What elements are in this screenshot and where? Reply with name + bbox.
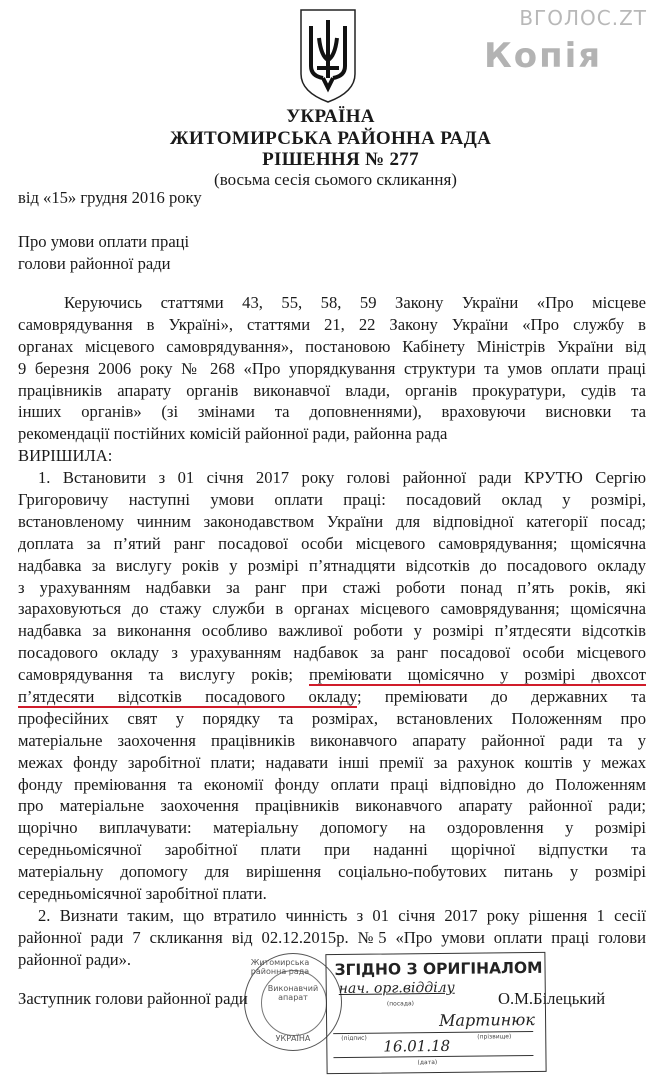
decision-date: від «15» грудня 2016 року — [18, 188, 202, 207]
highlighted-phrase: преміювати щомісячно у розмірі двохсот — [309, 665, 646, 685]
body-line: доплата за п’ятий ранг посадової особи місцевого самоврядування; щомісячна — [18, 533, 646, 553]
stamp-title: ЗГІДНО З ОРИГІНАЛОМ — [334, 958, 543, 980]
body-line: працівників апарату органів виконавчої влади, органів прокуратури, судів та — [18, 380, 646, 400]
body-line: надбавка за виконання особливо важливої роботи у розмірі п’ятдесяти відсотків — [18, 621, 646, 641]
body-line: середньомісячної заробітної плати при наданні щорічної відпустки та — [18, 840, 646, 860]
stamp-surname-caption: (прізвище) — [477, 1033, 512, 1041]
body-line: 2. Визнати таким, що втратило чинність з 01 січня 2017 року рішення 1 сесії — [38, 905, 646, 925]
signatory-position: Заступник голови районної ради — [18, 989, 248, 1008]
body-line: рекомендації постійних комісій районної ради, районна рада — [18, 424, 448, 444]
certified-copy-stamp — [325, 952, 546, 1074]
highlighted-phrase: п’ятдесяти відсотків посадового окладу — [18, 687, 357, 707]
body-line: самоврядування в Україні», статтями 21, 22 Закону України «Про службу в — [18, 314, 646, 334]
body-text: самоврядування та вислугу років; — [18, 665, 309, 685]
seal-bottom-text: УКРАЇНА — [275, 1034, 311, 1043]
body-line: Григоровичу наступні умови оплати праці: посадовий оклад у розмірі, — [18, 490, 646, 510]
body-line: ВИРІШИЛА: — [18, 446, 113, 466]
header-country: УКРАЇНА — [286, 106, 375, 127]
body-text: ; преміювати до державних та — [356, 687, 646, 707]
body-line: професійних свят у порядку та розмірах, встановлених Положенням про — [18, 708, 646, 728]
body-line: матеріальну допомогу для вирішення соціально-побутових питань у розмірі — [18, 862, 646, 882]
seal-outer-text: Житомирська районна рада — [250, 958, 310, 976]
body-line: середньомісячної заробітної плати. — [18, 884, 267, 904]
body-line — [18, 686, 646, 708]
body-line: межах фонду заробітної плати; надавати інші премії за рахунок коштів у межах — [18, 752, 646, 772]
body-line: 1. Встановити з 01 січня 2017 року голові районної ради КРУТЮ Сергію — [38, 468, 646, 488]
body-line — [18, 664, 646, 686]
subject-line-1: Про умови оплати праці — [18, 232, 190, 251]
stamp-surname: Мартинюк — [438, 1009, 536, 1030]
header-council: ЖИТОМИРСЬКА РАЙОННА РАДА — [169, 128, 492, 149]
stamp-date-caption: (дата) — [417, 1058, 438, 1067]
body-line: районної ради 7 скликання від 02.12.2015р. №5 «Про умови оплати праці голови — [18, 927, 646, 947]
stamp-position-caption: (посада) — [386, 1000, 415, 1008]
seal-inner-text: Виконавчий апарат — [267, 984, 319, 1002]
body-line: районної ради». — [18, 949, 132, 969]
body-line: з урахуванням надбавки за ранг при стажі роботи понад п’ять років, які — [18, 577, 646, 597]
coat-of-arms-icon — [299, 8, 357, 104]
header-decision: РІШЕННЯ № 277 — [262, 149, 419, 170]
body-line: матеріальне заохочення працівників виконавчого апарату районної ради та у — [18, 730, 646, 750]
header-session: (восьма сесія сьомого скликання) — [214, 170, 457, 189]
stamp-signature-caption: (підпис) — [341, 1034, 367, 1042]
copy-stamp: Копія — [484, 36, 603, 76]
body-line: надбавка за вислугу років у розмірі п’ятнадцяти відсотків до посадового окладу — [18, 555, 646, 575]
stamp-position: нач. орг.відділу — [338, 979, 455, 998]
body-line: щорічно виплачувати: матеріальну допомогу на оздоровлення у розмірі — [18, 818, 646, 838]
body-line: 9 березня 2006 року № 268 «Про упорядкування структури та умов оплати праці — [18, 358, 646, 378]
body-line: про матеріальне заохочення працівників виконавчого апарату районної ради; — [18, 796, 646, 816]
body-line: встановленому чинним законодавством України для відповідної категорії посад; — [18, 511, 646, 531]
body-line: органах місцевого самоврядування», постановою Кабінету Міністрів України від — [18, 336, 646, 356]
body-line: зараховуються до стажу служби в органах місцевого самоврядування; щомісячна — [18, 599, 646, 619]
subject-line-2: голови районної ради — [18, 254, 171, 273]
body-line: Керуючись статтями 43, 55, 58, 59 Закону України «Про місцеве — [64, 293, 646, 312]
body-line: фонду преміювання та економії фонду оплати праці відповідно до Положенням — [18, 774, 646, 794]
signatory-name: О.М.Білецький — [498, 989, 606, 1008]
stamp-date: 16.01.18 — [383, 1036, 451, 1056]
body-line: посадового окладу з урахуванням надбавок за ранг посадової особи місцевого — [18, 643, 646, 663]
site-watermark: ВГОЛОС.ZT — [519, 6, 647, 30]
decision-body — [18, 292, 646, 971]
body-line: інших органів» (зі змінами та доповненнями), враховуючи висновки та — [18, 402, 646, 422]
